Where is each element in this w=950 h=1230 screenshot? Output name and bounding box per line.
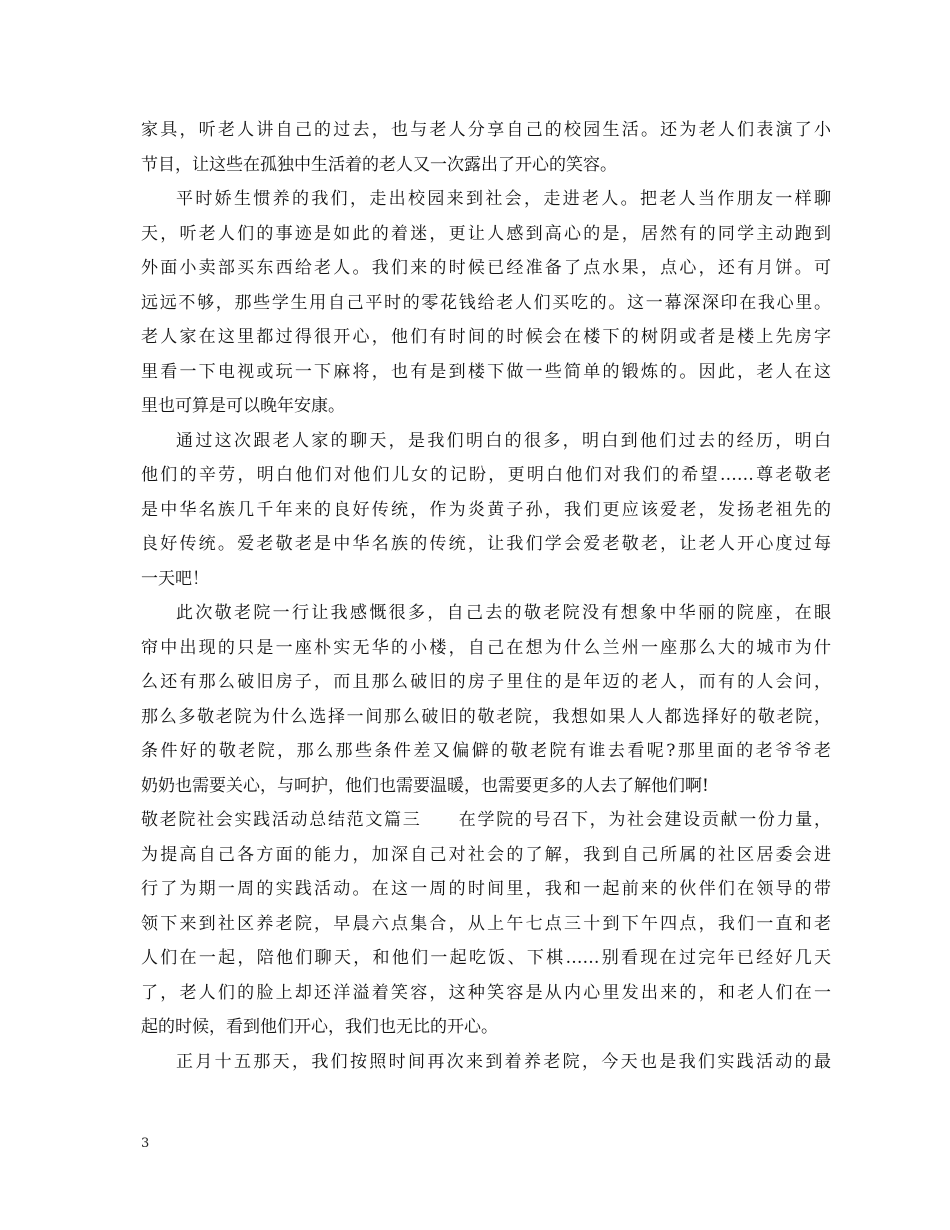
text-line: 敬老院社会实践活动总结范文篇三 在学院的号召下，为社会建设贡献一份力量， xyxy=(141,810,831,830)
body-text xyxy=(141,113,831,1079)
text-line: 起的时候，看到他们开心，我们也无比的开心。 xyxy=(141,1017,498,1037)
text-line: 人们在一起，陪他们聊天，和他们一起吃饭、下棋……别看现在过完年已经好几天 xyxy=(141,948,831,968)
text-line: 了，老人们的脸上却还洋溢着笑容，这种笑容是从内心里发出来的，和老人们在一 xyxy=(141,982,831,1003)
text-line: 老人家在这里都过得很开心，他们有时间的时候会在楼下的树阴或者是楼上先房字 xyxy=(141,327,831,347)
text-line: 么还有那么破旧房子，而且那么破旧的房子里住的是年迈的老人，而有的人会问， xyxy=(141,672,831,692)
text-line: 里也可算是可以晚年安康。 xyxy=(141,396,345,416)
text-line: 平时娇生惯养的我们，走出校园来到社会，走进老人。把老人当作朋友一样聊 xyxy=(176,189,831,209)
text-line: 远远不够，那些学生用自己平时的零花钱给老人们买吃的。这一幕深深印在我心里。 xyxy=(141,292,831,313)
text-line: 外面小卖部买东西给老人。我们来的时候已经准备了点水果，点心，还有月饼。可 xyxy=(141,258,831,278)
text-line: 正月十五那天，我们按照时间再次来到着养老院，今天也是我们实践活动的最 xyxy=(176,1051,831,1072)
text-line: 天，听老人们的事迹是如此的着迷，更让人感到高心的是，居然有的同学主动跑到 xyxy=(141,223,831,244)
text-line: 他们的辛劳，明白他们对他们儿女的记盼，更明白他们对我们的希望……尊老敬老 xyxy=(141,465,831,485)
text-line: 通过这次跟老人家的聊天，是我们明白的很多，明白到他们过去的经历，明白 xyxy=(176,430,831,451)
text-line: 帘中出现的只是一座朴实无华的小楼，自己在想为什么兰州一座那么大的城市为什 xyxy=(141,637,831,658)
text-line: 条件好的敬老院，那么那些条件差又偏僻的敬老院有谁去看呢?那里面的老爷爷老 xyxy=(141,741,831,761)
text-line: 良好传统。爱老敬老是中华名族的传统，让我们学会爱老敬老，让老人开心度过每 xyxy=(141,534,831,554)
text-line: 一天吧！ xyxy=(141,568,209,589)
text-line: 家具，听老人讲自己的过去，也与老人分享自己的校园生活。还为老人们表演了小 xyxy=(141,120,831,140)
text-line: 行了为期一周的实践活动。在这一周的时间里，我和一起前来的伙伴们在领导的带 xyxy=(141,879,831,899)
text-line: 此次敬老院一行让我感慨很多，自己去的敬老院没有想象中华丽的院座，在眼 xyxy=(176,603,831,623)
text-line: 奶奶也需要关心，与呵护，他们也需要温暖，也需要更多的人去了解他们啊! xyxy=(141,775,709,796)
text-line: 里看一下电视或玩一下麻将，也有是到楼下做一些简单的锻炼的。因此，老人在这 xyxy=(141,361,831,382)
text-line: 为提高自己各方面的能力，加深自己对社会的了解，我到自己所属的社区居委会进 xyxy=(141,844,831,865)
text-line: 那么多敬老院为什么选择一间那么破旧的敬老院，我想如果人人都选择好的敬老院， xyxy=(141,706,831,727)
text-line: 节目，让这些在孤独中生活着的老人又一次露出了开心的笑容。 xyxy=(141,154,617,175)
text-line: 领下来到社区养老院，早晨六点集合，从上午七点三十到下午四点，我们一直和老 xyxy=(141,913,831,934)
page-number: 3 xyxy=(141,1136,150,1151)
text-line: 是中华名族几千年来的良好传统，作为炎黄子孙，我们更应该爱老，发扬老祖先的 xyxy=(141,499,831,520)
